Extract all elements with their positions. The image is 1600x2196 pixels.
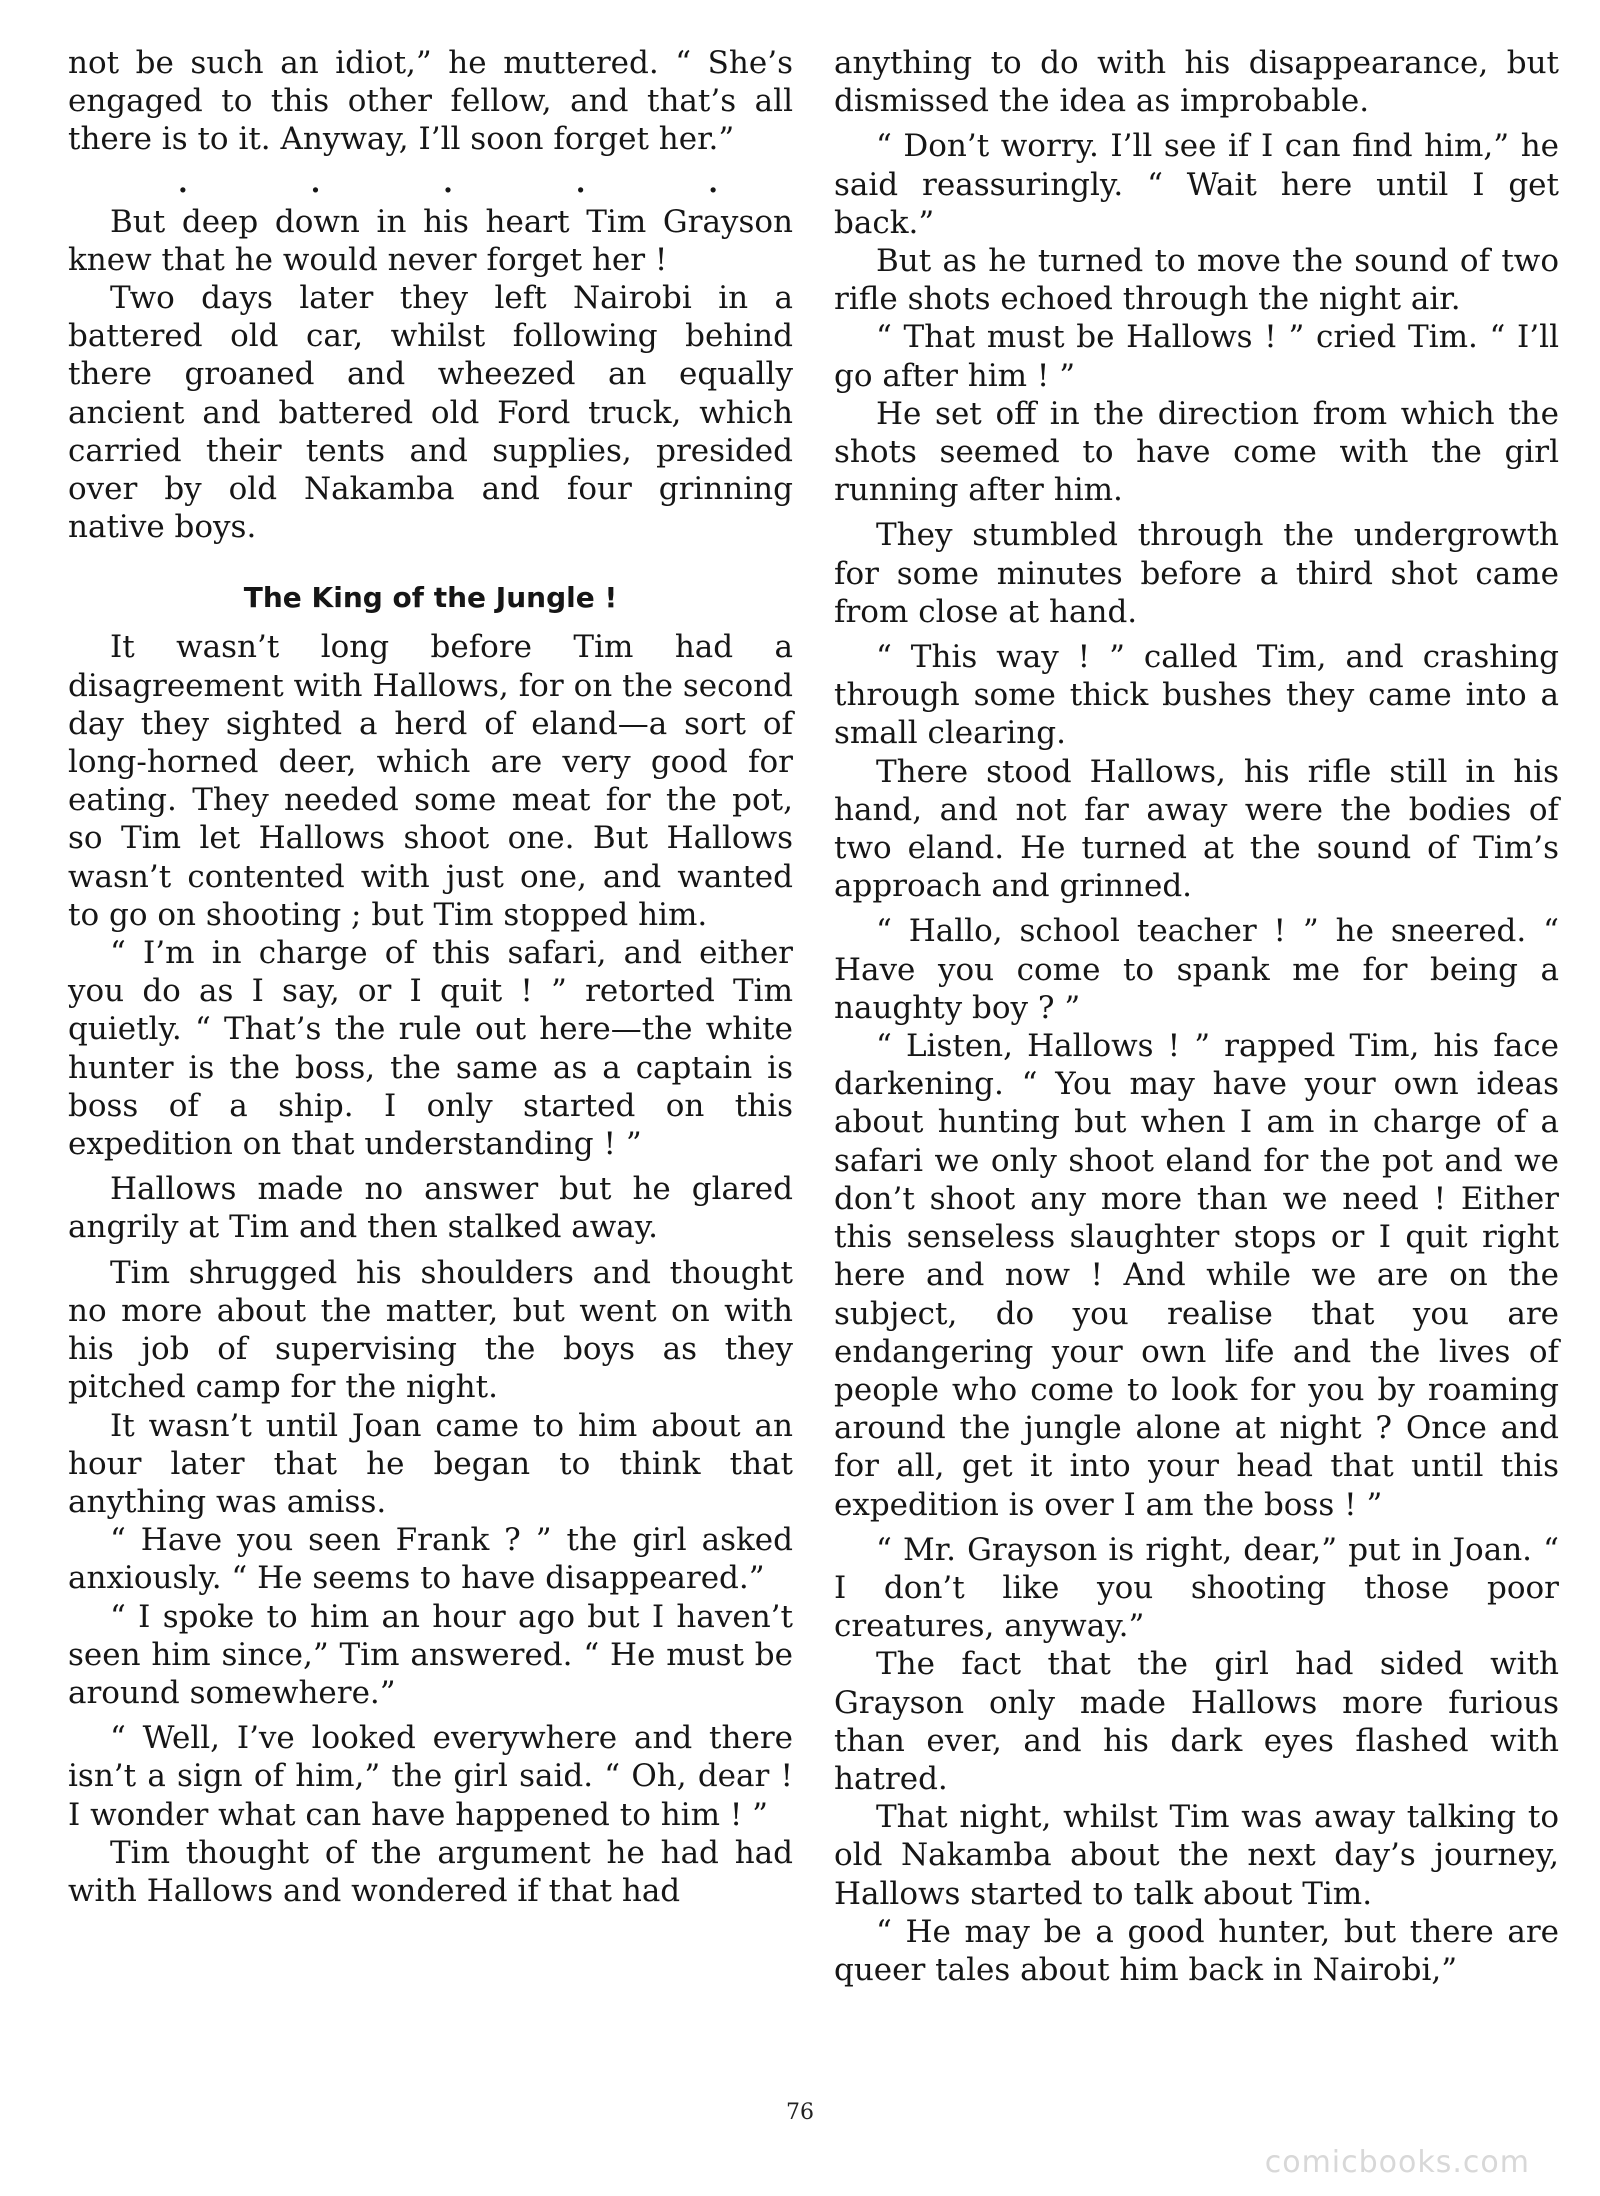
paragraph: “ Well, I’ve looked everywhere and there isn’t a sign of him,” the girl said. “ Oh, dear ! I wonder what can have happened to him ! ” [68, 1720, 793, 1833]
paragraph: anything to do with his disappearance, but dismissed the idea as improbable. [834, 45, 1559, 120]
paragraph: It wasn’t long before Tim had a disagreement with Hallows, for on the second day they sighted a herd of eland—a sort of long-horned deer, which are very good for eating. They needed some meat for the pot, so Tim let Hallows shoot one. But Hallows wasn’t contented with just one, and wanted to go on shooting ; but Tim stopped him. [68, 629, 793, 933]
paragraph: “ I spoke to him an hour ago but I haven’t seen him since,” Tim answered. “ He must be around somewhere.” [68, 1598, 793, 1711]
paragraph: “ I’m in charge of this safari, and either you do as I say, or I quit ! ” retorted Tim quietly. “ That’s the rule out here—the white hunter is the boss, the same as a captain is boss of a ship. I only started on this expedition on that understanding ! ” [68, 935, 793, 1163]
section-heading: The King of the Jungle ! [243, 581, 618, 615]
paragraph: not be such an idiot,” he muttered. “ She’s engaged to this other fellow, and that’s all there is to it. Anyway, I’ll soon forget her.” [68, 45, 793, 158]
separator-dot: . [178, 165, 188, 199]
paragraph: Hallows made no answer but he glared angrily at Tim and then stalked away. [68, 1171, 793, 1246]
paragraph: “ This way ! ” called Tim, and crashing through some thick bushes they came into a small clearing. [834, 639, 1559, 752]
separator-dot: . [575, 165, 586, 199]
paragraph: But deep down in his heart Tim Grayson knew that he would never forget her ! [68, 203, 793, 278]
paragraph: “ Mr. Grayson is right, dear,” put in Joan. “ I don’t like you shooting those poor creatures, anyway.” [834, 1531, 1559, 1645]
paragraph: “ Have you seen Frank ? ” the girl asked anxiously. “ He seems to have disappeared.” [68, 1522, 793, 1597]
page-number: 76 [786, 2100, 814, 2125]
paragraph: But as he turned to move the sound of two rifle shots echoed through the night air. [834, 243, 1559, 318]
separator-dot: . [708, 165, 718, 199]
paragraph: It wasn’t until Joan came to him about an hour later that he began to think that anything was amiss. [68, 1407, 793, 1520]
paragraph: “ Hallo, school teacher ! ” he sneered. “ Have you come to spank me for being a naughty boy ? ” [834, 913, 1559, 1026]
watermark: comicbooks.com [1264, 2145, 1530, 2180]
paragraph: Tim shrugged his shoulders and thought no more about the matter, but went on with his job of supervising the boys as they pitched camp for the night. [68, 1254, 793, 1406]
paragraph: There stood Hallows, his rifle still in his hand, and not far away were the bodies of two eland. He turned at the sound of Tim’s approach and grinned. [834, 753, 1559, 905]
paragraph: “ That must be Hallows ! ” cried Tim. “ I’ll go after him ! ” [834, 319, 1559, 394]
paragraph: Two days later they left Nairobi in a battered old car, whilst following behind there groaned and wheezed an equally ancient and battered old Ford truck, which carried their tents and supplies, presided over by old Nakamba and four grinning native boys. [68, 280, 793, 546]
paragraph: He set off in the direction from which the shots seemed to have come with the girl running after him. [834, 395, 1559, 509]
separator-dot: . [310, 165, 321, 199]
paragraph: Tim thought of the argument he had had with Hallows and wondered if that had [68, 1834, 793, 1909]
paragraph: That night, whilst Tim was away talking to old Nakamba about the next day’s journey, Hallows started to talk about Tim. [834, 1799, 1559, 1912]
paragraph: The fact that the girl had sided with Grayson only made Hallows more furious than ever, and his dark eyes flashed with hatred. [834, 1646, 1559, 1797]
paragraph: “ Don’t worry. I’ll see if I can find him,” he said reassuringly. “ Wait here until I get back.” [834, 128, 1559, 241]
left-column [68, 44, 793, 1910]
right-column [834, 44, 1559, 1989]
paragraph: “ He may be a good hunter, but there are queer tales about him back in Nairobi,” [834, 1913, 1559, 1988]
separator-dot: . [443, 165, 453, 199]
paragraph: “ Listen, Hallows ! ” rapped Tim, his face darkening. “ You may have your own ideas about hunting but when I am in charge of a safari we only shoot eland for the pot and we don’t shoot any more than we need ! Either this senseless slaughter stops or I quit right here and now ! And while we are on the subject, do you realise that you are endangering your own life and the lives of people who come to look for you by roaming around the jungle alone at night ? Once and for all, get it into your head that until this expedition is over I am the boss ! ” [834, 1028, 1559, 1523]
section-separator [178, 165, 718, 201]
paragraph: They stumbled through the undergrowth for some minutes before a third shot came from close at hand. [834, 517, 1559, 630]
